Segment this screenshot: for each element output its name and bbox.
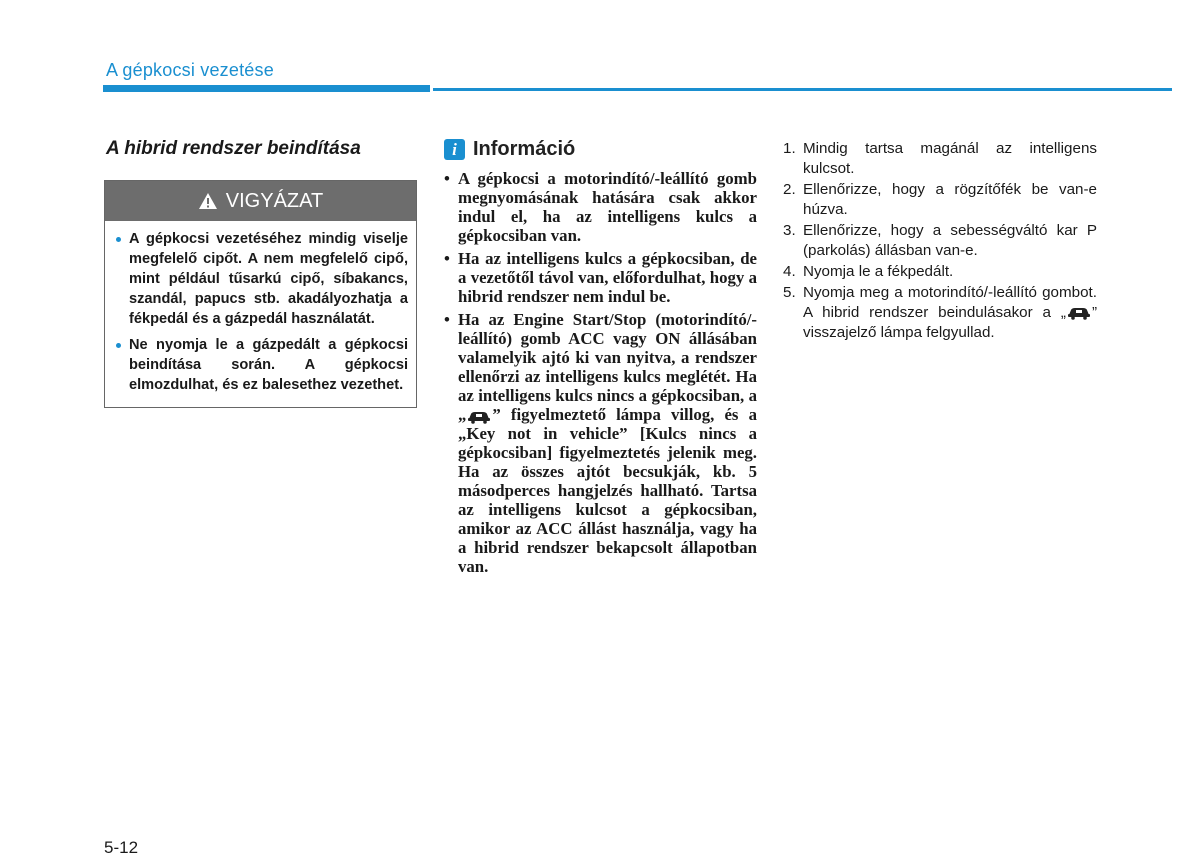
warning-item: A gépkocsi vezetéséhez mindig viselje megfelelő cipőt. A nem megfelelő cipő, mint például tűsarkú cipő, síbakancs, szandál, papucs stb. akadályozhatja a fékpedál és a gázpedál használatát. [113,229,408,329]
ready-indicator-car-icon [1066,306,1092,320]
step-item [783,139,1097,179]
step-number: 4. [783,263,796,280]
step-number: 3. [783,222,796,239]
info-item: • A gépkocsi a motorindító/-leállító gomb megnyomásának hatására csak akkor indul el, ha az intelligens kulcs a gépkocsiban van. [444,169,757,245]
step-text-before: Nyomja meg a motorindító/-leállító gombot. A hibrid rendszer beindulásakor a „ [803,284,1097,321]
warning-triangle-icon [198,192,218,210]
warning-item: Ne nyomja le a gázpedált a gépkocsi beindítása során. A gépkocsi elmozdulhat, és ez balesethez vezethet. [113,335,408,395]
info-item-text-before: Ha az Engine Start/Stop (motorindító/-leállító) gomb ACC vagy ON állásában valamelyik ajtó ki van nyitva, a rendszer ellenőrzi az intelligens kulcs meglétét. Ha az intelligens kulcs nincs a gépkocsiban, a „ [458,310,757,424]
steps-list [783,139,1097,343]
header-rule-thin [433,88,1172,91]
step-item [783,221,1097,261]
step-text: Ellenőrizze, hogy a rögzítőfék be van-e húzva. [803,181,1097,218]
info-title: Információ [473,138,576,160]
key-warning-car-icon [466,409,492,423]
warning-box [104,180,417,408]
right-column [783,139,1097,344]
step-text: Ellenőrizze, hogy a sebességváltó kar P (parkolás) állásban van-e. [803,222,1097,259]
info-item: • Ha az intelligens kulcs a gépkocsiban, de a vezetőtől távol van, előfordulhat, hogy a hibrid rendszer nem indul be. [444,249,757,306]
warning-title: VIGYÁZAT [225,189,324,212]
step-item [783,262,1097,282]
step-item [783,283,1097,343]
warning-header [105,181,416,221]
info-item [444,310,757,576]
page-number: 5-12 [104,838,139,857]
step-item [783,180,1097,220]
step-number: 1. [783,140,796,157]
middle-column [444,138,757,580]
info-item-text-after: ” figyelmeztető lámpa villog, és a „Key not in vehicle” [Kulcs nincs a gépkocsiban] figyelmeztetés jelenik meg. Ha az összes ajtót becsukják, kb. 5 másodperces hangjelzés hallható. Tartsa az intelligens kulcsot a gépkocsiban, amikor az ACC állást használja, vagy ha a hibrid rendszer bekapcsolt állapotban van. [458,405,757,576]
left-column [104,138,417,408]
warning-body [105,221,416,407]
section-title: A gépkocsi vezetése [106,60,274,80]
info-header [444,138,757,161]
info-list [444,169,757,576]
step-text: Nyomja le a fékpedált. [803,263,954,280]
step-number: 2. [783,181,796,198]
subheading: A hibrid rendszer beindítása [106,138,361,159]
step-text [803,283,1097,343]
step-text: Mindig tartsa magánál az intelligens kulcsot. [803,140,1097,177]
header-rule-thick [103,85,430,92]
info-icon: i [444,139,465,160]
step-text-after: ” visszajelző lámpa felgyullad. [803,304,1097,341]
step-number: 5. [783,284,796,301]
